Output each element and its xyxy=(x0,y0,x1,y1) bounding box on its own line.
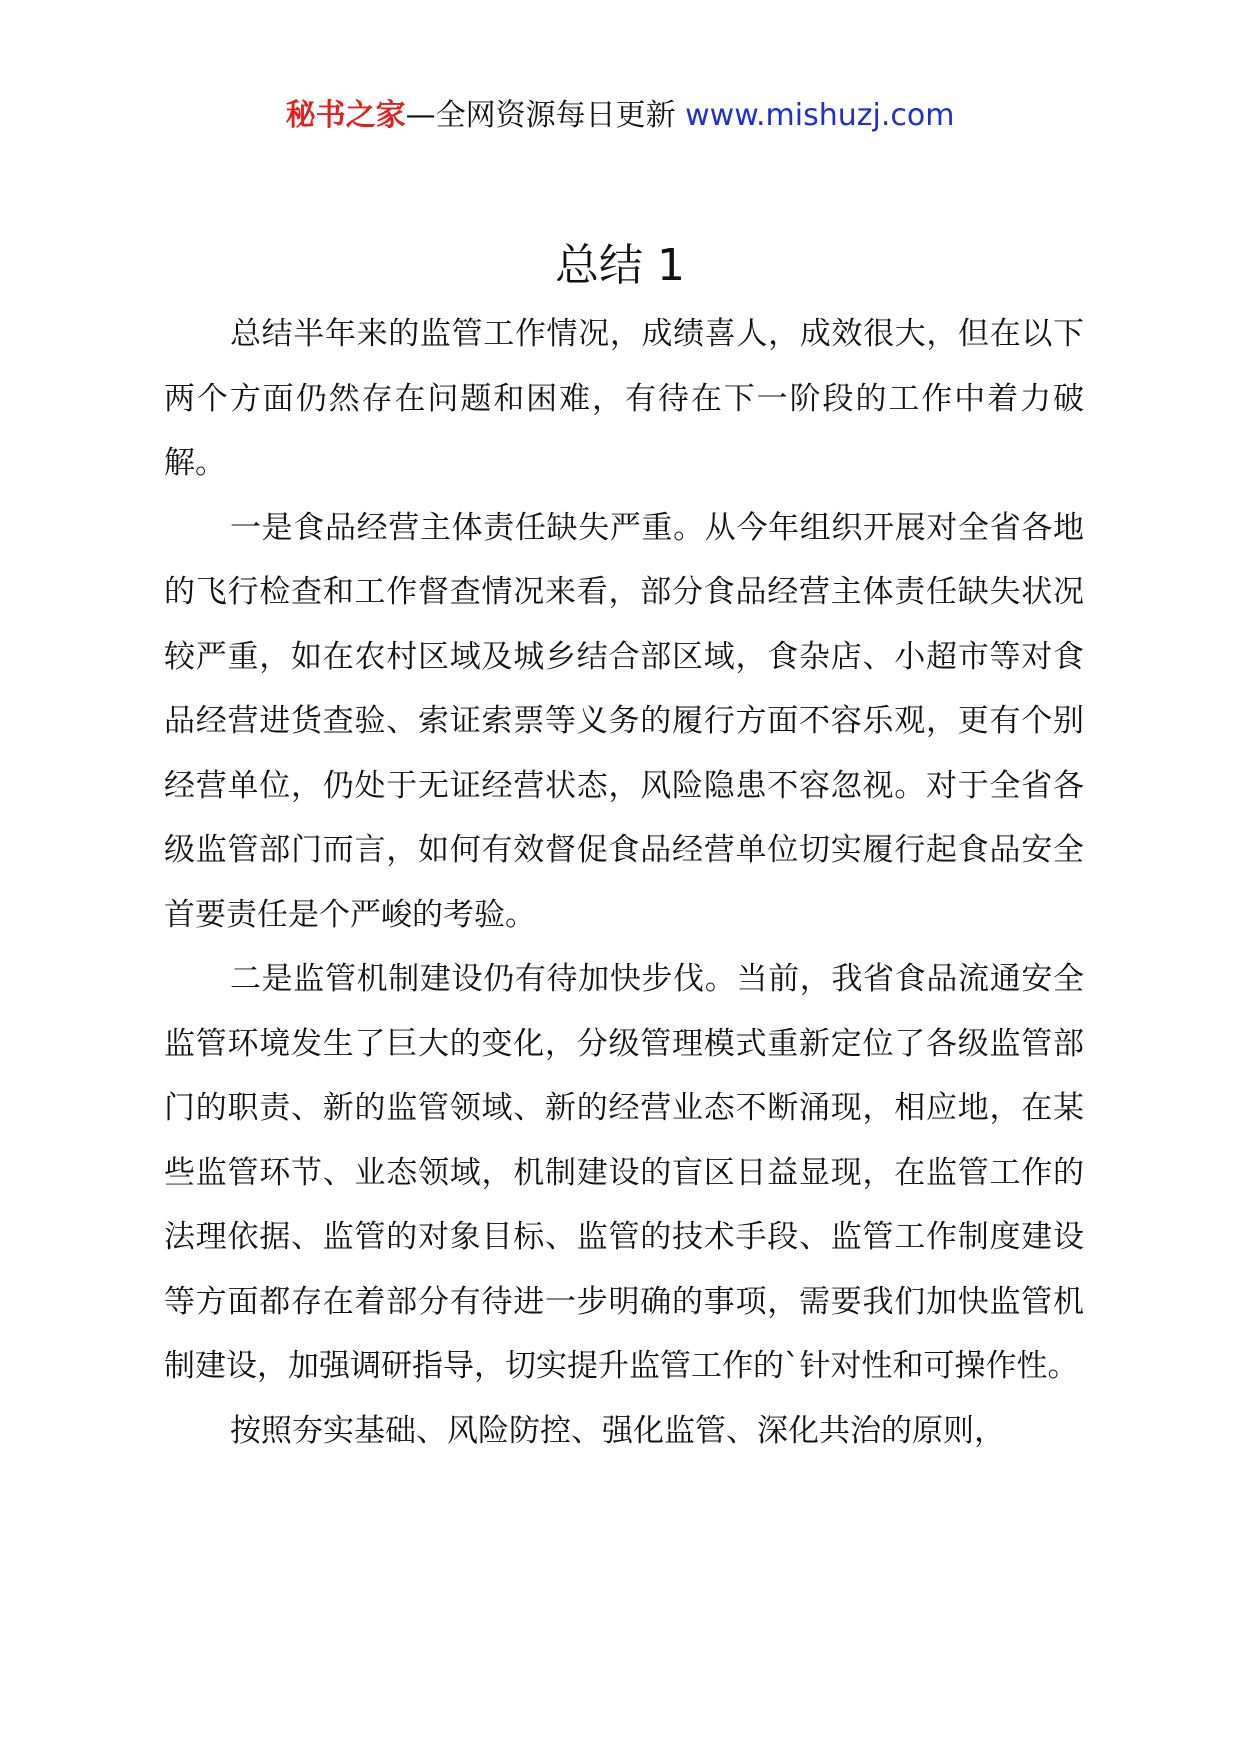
paragraph-principles: 按照夯实基础、风险防控、强化监管、深化共治的原则， xyxy=(230,1412,1005,1449)
paragraph-intro: 总结半年来的监管工作情况，成绩喜人，成效很大，但在以下两个方面仍然存在问题和困难，有待在下一阶段的工作中着力破解。 xyxy=(164,316,1084,481)
site-url-link[interactable]: www.mishuzj.com xyxy=(685,98,955,133)
paragraph-issue-two: 二是监管机制建设仍有待加快步伐。当前，我省食品流通安全监管环境发生了巨大的变化，分级管理模式重新定位了各级监管部门的职责、新的监管领域、新的经营业态不断涌现，相应地，在某些监管环节、业态领域，机制建设的盲区日益显现，在监管工作的法理依据、监管的对象目标、监管的技术手段、监管工作制度建设等方面都存在着部分有待进一步明确的事项，需要我们加快监管机制建设，加强调研指导，切实提升监管工作的`针对性和可操作性。 xyxy=(164,961,1084,1384)
paragraph-issue-one: 一是食品经营主体责任缺失严重。从今年组织开展对全省各地的飞行检查和工作督查情况来看，部分食品经营主体责任缺失状况较严重，如在农村区域及城乡结合部区域，食杂店、小超市等对食品经营进货查验、索证索票等义务的履行方面不容乐观，更有个别经营单位，仍处于无证经营状态，风险隐患不容忽视。对于全省各级监管部门而言，如何有效督促食品经营单位切实履行起食品安全首要责任是个严峻的考验。 xyxy=(164,509,1084,933)
document-title: 总结 1 xyxy=(555,240,685,291)
brand-name: 秘书之家 xyxy=(285,98,406,133)
document-body xyxy=(164,302,1084,1463)
header-tagline: —全网资源每日更新 xyxy=(405,98,676,133)
site-header xyxy=(0,96,1240,136)
